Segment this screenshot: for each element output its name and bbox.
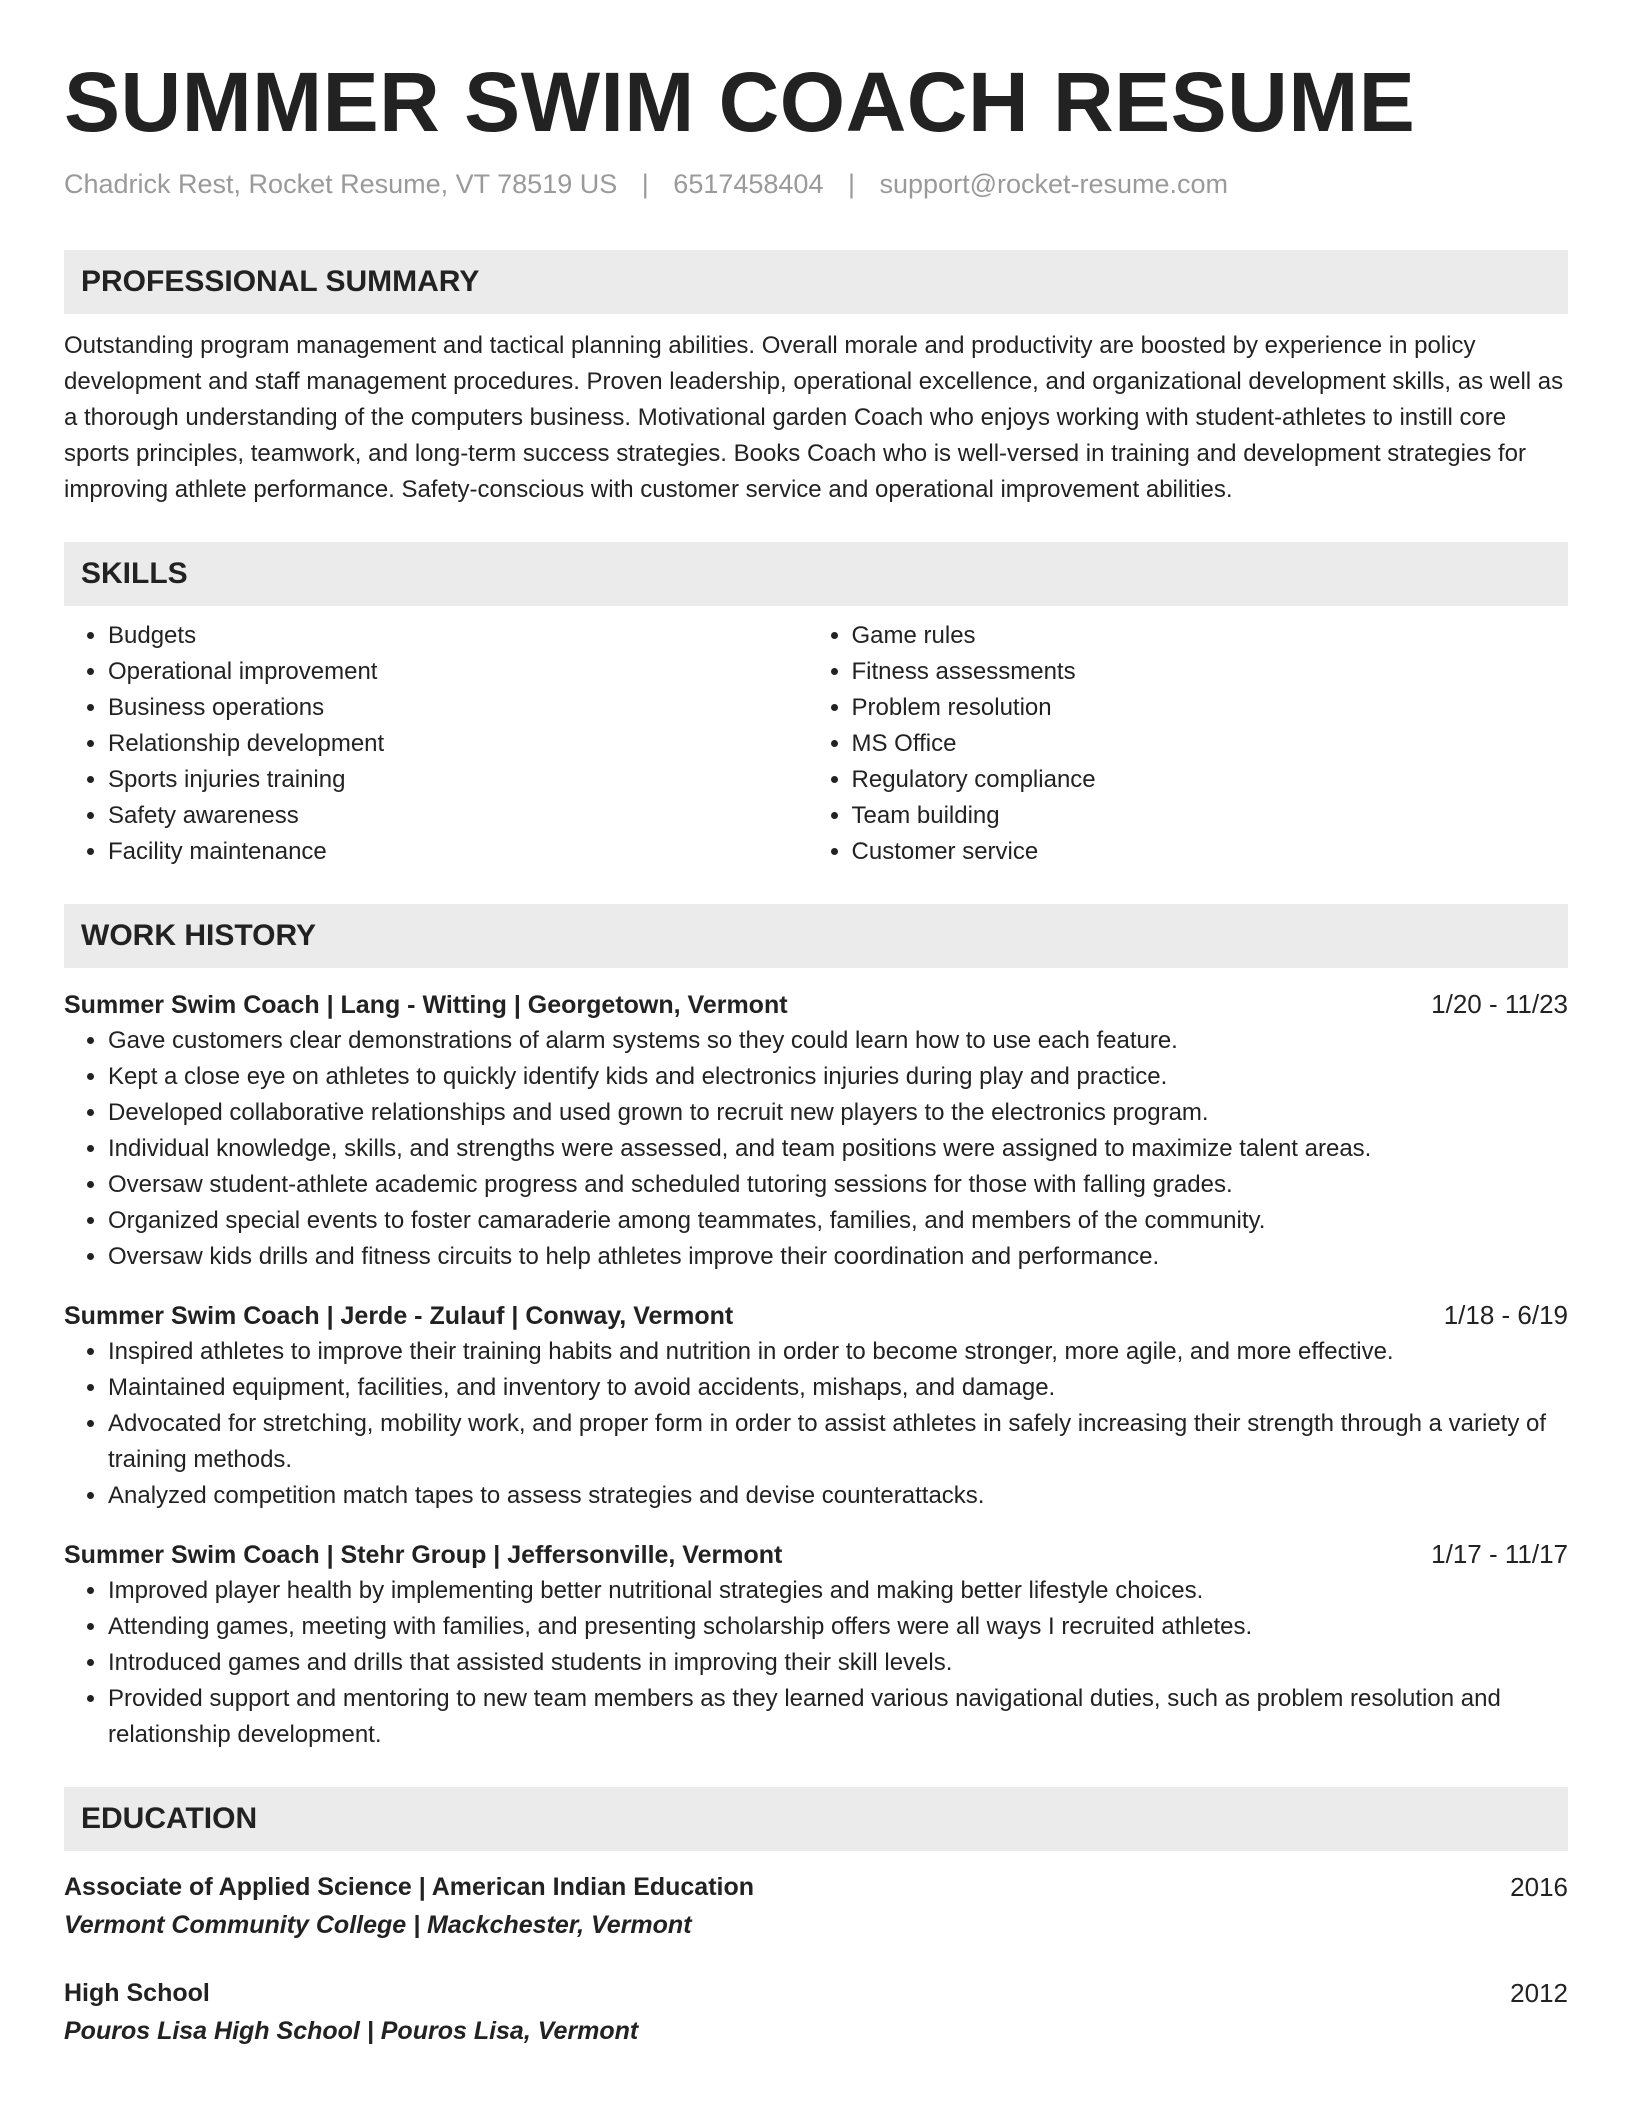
- skill-item: • Problem resolution: [852, 690, 1568, 726]
- education-degree: High School: [64, 1979, 210, 2007]
- skill-item: • Team building: [852, 798, 1568, 834]
- education-header: [64, 1975, 1568, 2011]
- job-bullet: • Oversaw student-athlete academic progress and scheduled tutoring sessions for those with falling grades.: [108, 1167, 1568, 1203]
- education-header: [64, 1869, 1568, 1905]
- skill-item: • Regulatory compliance: [852, 762, 1568, 798]
- skill-item: • MS Office: [852, 726, 1568, 762]
- job-header: [64, 1297, 1568, 1334]
- contact-email: support@rocket-resume.com: [879, 169, 1229, 199]
- education-entry: [64, 1869, 1568, 1943]
- job-bullet: • Introduced games and drills that assisted students in improving their skill levels.: [108, 1645, 1568, 1681]
- job-bullet: • Organized special events to foster camaraderie among teammates, families, and members of the community.: [108, 1203, 1568, 1239]
- job-bullet: • Provided support and mentoring to new team members as they learned various navigational duties, such as problem resolution and relationship development.: [108, 1681, 1568, 1753]
- education-entry: [64, 1975, 1568, 2049]
- contact-line: [64, 166, 1568, 202]
- contact-phone: 6517458404: [673, 169, 824, 199]
- job-title: Summer Swim Coach | Jerde - Zulauf | Conway, Vermont: [64, 1302, 734, 1330]
- job-bullet: • Attending games, meeting with families, and presenting scholarship offers were all ways I recruited athletes.: [108, 1609, 1568, 1645]
- skill-item: • Game rules: [852, 618, 1568, 654]
- job-bullets: [64, 1334, 1568, 1514]
- job-bullets: [64, 1573, 1568, 1753]
- job-bullets: [64, 1023, 1568, 1275]
- summary-text: Outstanding program management and tactical planning abilities. Overall morale and productivity are boosted by experience in policy development and staff management procedures. Proven leadership, operational excellence, and organizational development skills, as well as a thorough understanding of the computers business. Motivational garden Coach who enjoys working with student-athletes to instill core sports principles, teamwork, and long-term success strategies. Books Coach who is well-versed in training and development strategies for improving athlete performance. Safety-conscious with customer service and operational improvement abilities.: [64, 332, 1564, 503]
- resume-title: SUMMER SWIM COACH RESUME: [64, 55, 1416, 149]
- job-entry: [64, 1297, 1568, 1514]
- skill-item: • Budgets: [108, 618, 808, 654]
- education-school: Vermont Community College | Mackchester, Vermont: [64, 1911, 692, 1939]
- contact-separator: |: [641, 169, 649, 199]
- education-year: 2012: [1510, 1978, 1568, 2008]
- job-bullet: • Maintained equipment, facilities, and inventory to avoid accidents, mishaps, and damage.: [108, 1370, 1568, 1406]
- skill-item: • Facility maintenance: [108, 834, 808, 870]
- skill-item: • Customer service: [852, 834, 1568, 870]
- skill-item: • Relationship development: [108, 726, 808, 762]
- job-dates: 1/20 - 11/23: [1431, 989, 1568, 1019]
- skill-item: • Fitness assessments: [852, 654, 1568, 690]
- contact-address: Chadrick Rest, Rocket Resume, VT 78519 US: [64, 169, 618, 199]
- job-header: [64, 986, 1568, 1023]
- job-bullet: • Inspired athletes to improve their training habits and nutrition in order to become stronger, more agile, and more effective.: [108, 1334, 1568, 1370]
- education-school: Pouros Lisa High School | Pouros Lisa, Vermont: [64, 2017, 639, 2045]
- section-heading-education: EDUCATION: [64, 1787, 1568, 1851]
- job-entry: [64, 986, 1568, 1275]
- job-bullet: • Individual knowledge, skills, and strengths were assessed, and team positions were assigned to maximize talent areas.: [108, 1131, 1568, 1167]
- section-heading-summary: PROFESSIONAL SUMMARY: [64, 250, 1568, 314]
- job-title: Summer Swim Coach | Stehr Group | Jeffersonville, Vermont: [64, 1541, 783, 1569]
- contact-separator: |: [847, 169, 855, 199]
- job-dates: 1/18 - 6/19: [1443, 1300, 1568, 1330]
- skills-column-left: [64, 618, 808, 870]
- job-bullet: • Improved player health by implementing better nutritional strategies and making better lifestyle choices.: [108, 1573, 1568, 1609]
- skill-item: • Sports injuries training: [108, 762, 808, 798]
- job-title: Summer Swim Coach | Lang - Witting | Georgetown, Vermont: [64, 991, 788, 1019]
- job-entry: [64, 1536, 1568, 1753]
- job-dates: 1/17 - 11/17: [1431, 1539, 1568, 1569]
- skills-column-right: [808, 618, 1568, 870]
- job-bullet: • Gave customers clear demonstrations of alarm systems so they could learn how to use each feature.: [108, 1023, 1568, 1059]
- skill-item: • Safety awareness: [108, 798, 808, 834]
- section-heading-skills: SKILLS: [64, 542, 1568, 606]
- skills-list: [64, 618, 1568, 870]
- skill-item: • Business operations: [108, 690, 808, 726]
- job-header: [64, 1536, 1568, 1573]
- education-year: 2016: [1510, 1872, 1568, 1902]
- job-bullet: • Kept a close eye on athletes to quickly identify kids and electronics injuries during play and practice.: [108, 1059, 1568, 1095]
- education-degree: Associate of Applied Science | American Indian Education: [64, 1873, 755, 1901]
- job-bullet: • Advocated for stretching, mobility work, and proper form in order to assist athletes in safely increasing their strength through a variety of training methods.: [108, 1406, 1568, 1478]
- job-bullet: • Oversaw kids drills and fitness circuits to help athletes improve their coordination and performance.: [108, 1239, 1568, 1275]
- skill-item: • Operational improvement: [108, 654, 808, 690]
- section-heading-work-history: WORK HISTORY: [64, 904, 1568, 968]
- job-bullet: • Analyzed competition match tapes to assess strategies and devise counterattacks.: [108, 1478, 1568, 1514]
- job-bullet: • Developed collaborative relationships and used grown to recruit new players to the electronics program.: [108, 1095, 1568, 1131]
